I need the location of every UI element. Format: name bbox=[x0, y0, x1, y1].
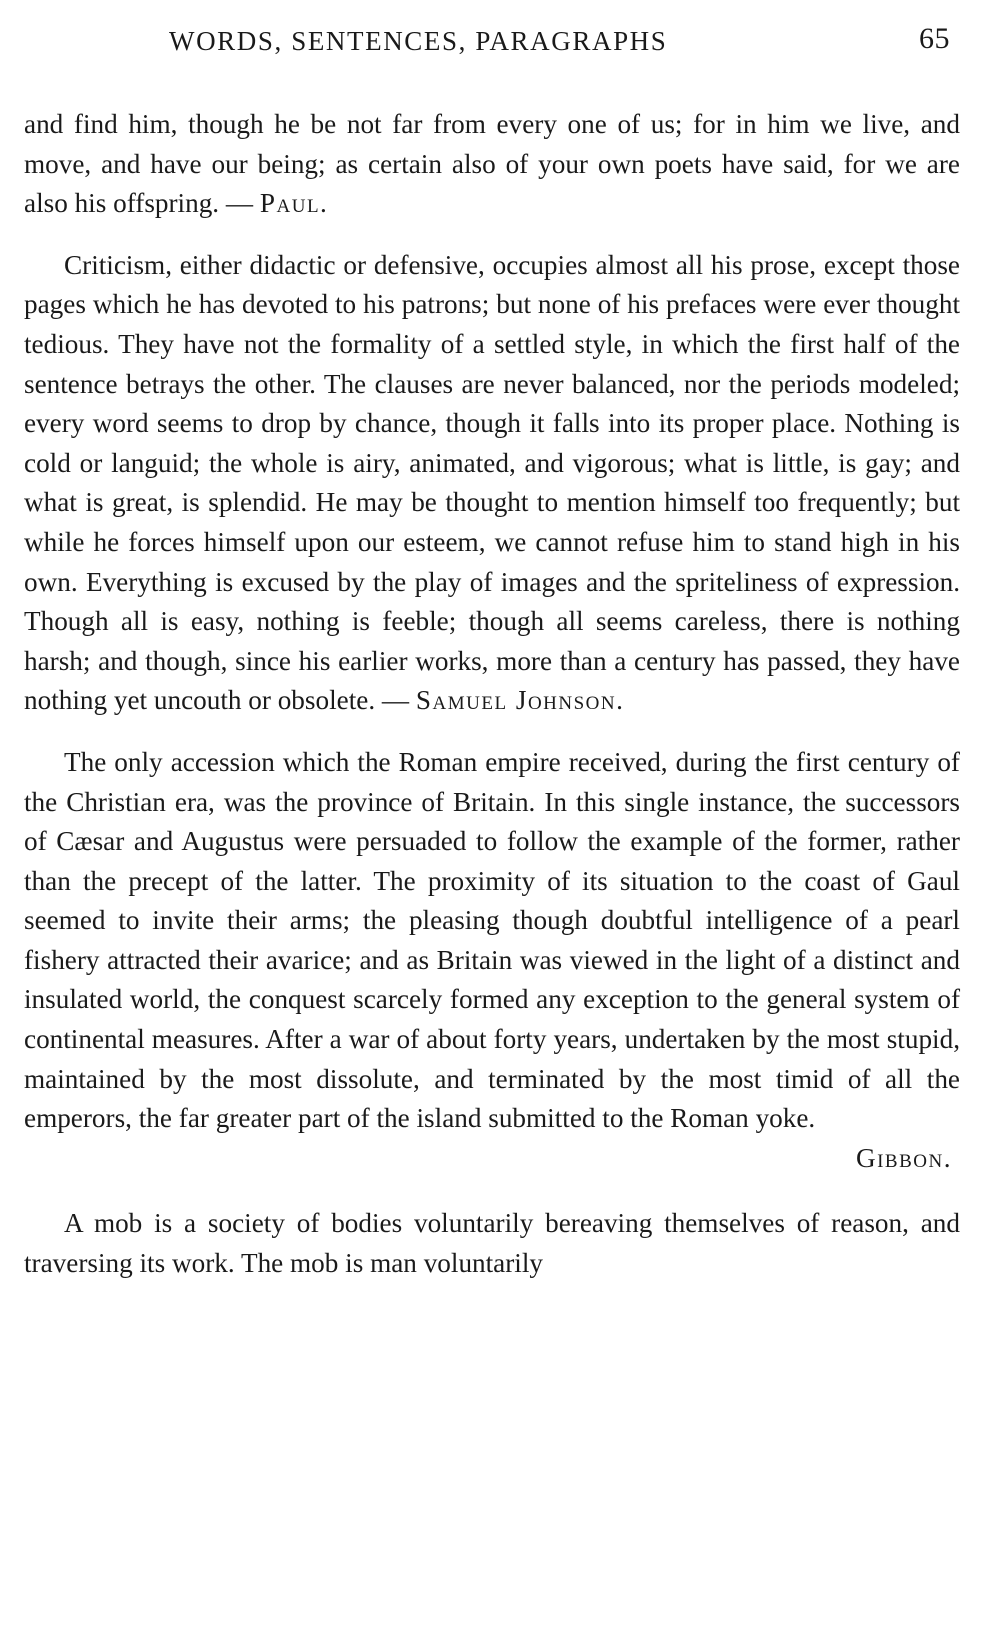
attribution-johnson: Samuel Johnson. bbox=[415, 685, 625, 716]
attribution-gibbon: Gibbon. bbox=[855, 1142, 952, 1173]
paragraph-mob-quote bbox=[24, 1204, 960, 1283]
paragraph-text: and find him, though he be not far from every one of us; for in him we live, and move, and have our being; as certain also of your own poets have said, for we are also his offspring. — bbox=[24, 109, 960, 219]
paragraph-text: A mob is a society of bodies voluntarily bereaving themselves of reason, and traversing its work. The mob is man voluntarily bbox=[24, 1208, 960, 1279]
running-head bbox=[24, 22, 960, 62]
paragraph-johnson-quote bbox=[24, 246, 960, 721]
book-page bbox=[24, 22, 960, 1284]
body-text bbox=[24, 105, 960, 1284]
paragraph-text: Criticism, either didactic or defensive, occupies almost all his prose, except those pages which he has devoted to his patrons; but none of his prefaces were ever thought tedious. They have not the formality of a settled style, in which the first half of the sentence betrays the other. The clauses are never balanced, nor the periods modeled; every word seems to drop by chance, though it falls into its proper place. Nothing is cold or languid; the whole is airy, animated, and vigorous; what is little, is gay; and what is great, is splendid. He may be thought to mention himself too frequently; but while he forces himself upon our esteem, we cannot refuse him to stand high in his own. Everything is excused by the play of images and the spriteliness of expression. Though all is easy, nothing is feeble; though all seems careless, there is nothing harsh; and though, since his earlier works, more than a century has passed, they have nothing yet uncouth or obsolete. — bbox=[24, 249, 960, 716]
attribution-paul: Paul. bbox=[259, 188, 329, 219]
page-number: 65 bbox=[919, 22, 950, 55]
paragraph-gibbon-quote bbox=[24, 743, 960, 1179]
paragraph-paul-quote bbox=[24, 105, 960, 224]
running-head-title: WORDS, SENTENCES, PARAGRAPHS bbox=[169, 26, 668, 56]
paragraph-text: The only accession which the Roman empire received, during the first century of the Christian era, was the province of Britain. In this single instance, the successors of Cæsar and Augustus were persuaded to follow the example of the former, rather than the precept of the latter. The proximity of its situation to the coast of Gaul seemed to invite their arms; the pleasing though doubtful intelligence of a pearl fishery attracted their avarice; and as Britain was viewed in the light of a distinct and insulated world, the conquest scarcely formed any exception to the general system of continental measures. After a war of about forty years, undertaken by the most stupid, maintained by the most dissolute, and terminated by the most timid of all the emperors, the far greater part of the island submitted to the Roman yoke. bbox=[24, 746, 960, 1134]
